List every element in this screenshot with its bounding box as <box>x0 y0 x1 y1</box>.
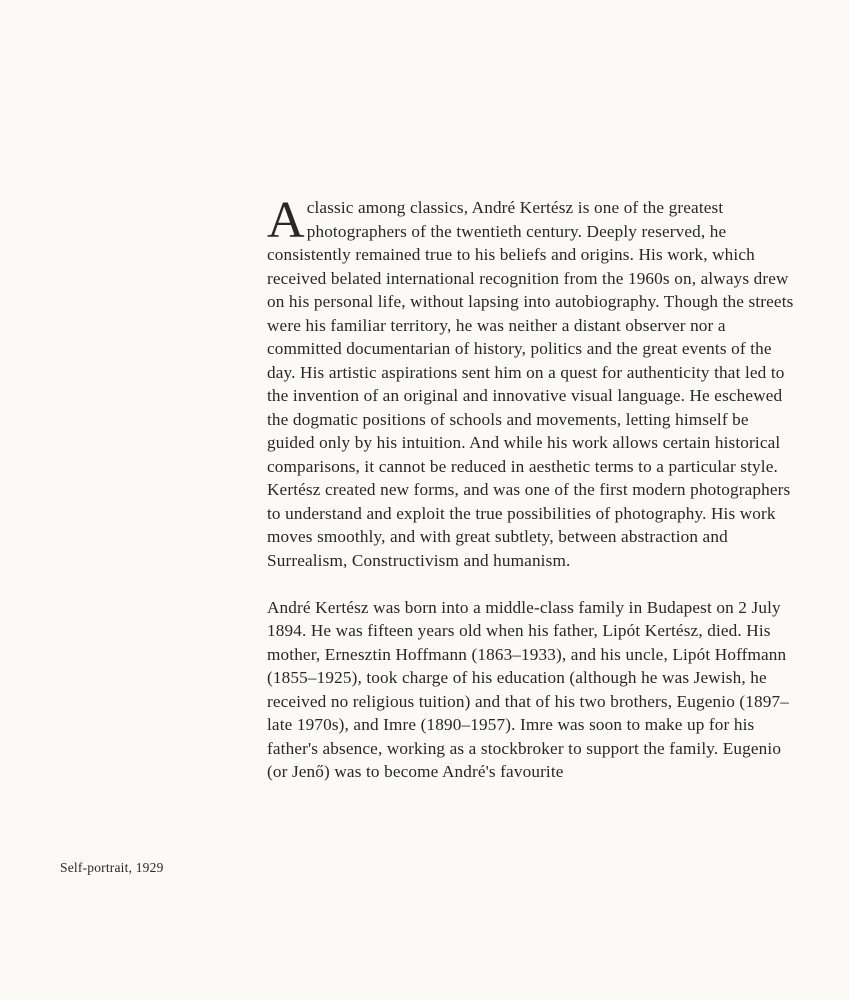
figure-caption: Self-portrait, 1929 <box>60 860 164 875</box>
intro-paragraph <box>267 192 797 572</box>
drop-cap: A <box>267 192 305 249</box>
biography-paragraph: André Kertész was born into a middle-class family in Budapest on 2 July 1894. He was fifteen years old when his father, Lipót Kertész, died. His mother, Ernesztin Hoffmann (1863–1933), and his uncle, Lipót Hoffmann (1855–1925), took charge of his education (although he was Jewish, he received no religious tuition) and that of his two brothers, Eugenio (1897–late 1970s), and Imre (1890–1957). Imre was soon to make up for his father's absence, working as a stockbroker to support the family. Eugenio (or Jenő) was to become André's favourite <box>267 597 789 781</box>
body-text-column <box>267 192 797 784</box>
intro-paragraph-text: classic among classics, André Kertész is one of the greatest photographers of the twentieth century. Deeply reserved, he consistently remained true to his beliefs and origins. His work, which received belated international recognition from the 1960s on, always drew on his personal life, without lapsing into autobiography. Though the streets were his familiar territory, he was neither a distant observer nor a committed documentarian of history, politics and the great events of the day. His artistic aspirations sent him on a quest for authenticity that led to the invention of an original and innovative visual language. He eschewed the dogmatic positions of schools and movements, letting himself be guided only by his intuition. And while his work allows certain historical comparisons, it cannot be reduced in aesthetic terms to a particular style. Kertész created new forms, and was one of the first modern photographers to understand and exploit the true possibilities of photography. His work moves smoothly, and with great subtlety, between abstraction and Surrealism, Constructivism and humanism. <box>267 198 794 570</box>
